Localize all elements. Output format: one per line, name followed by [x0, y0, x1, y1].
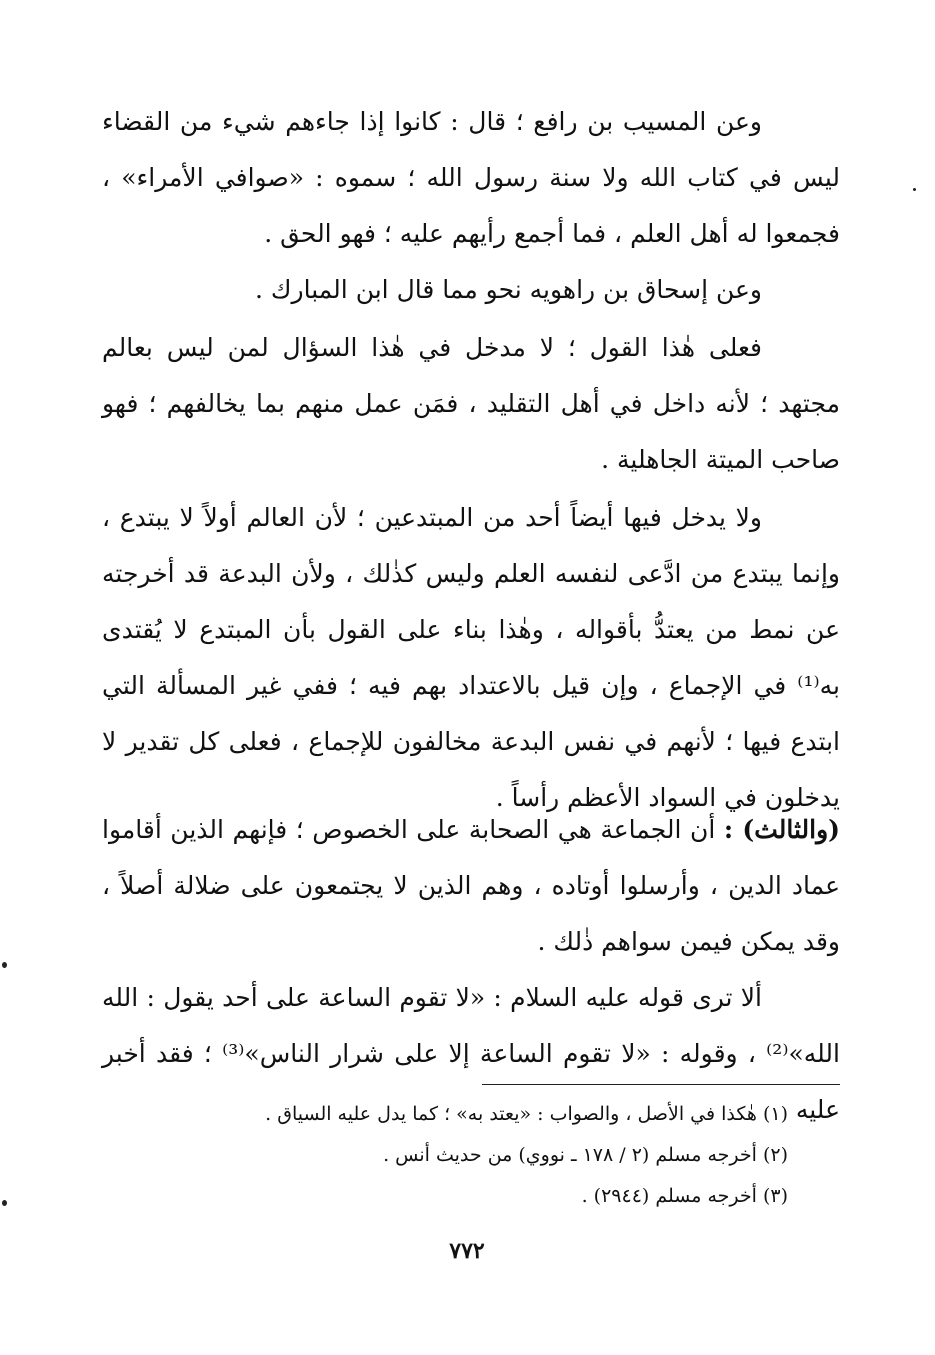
paragraph-hadith: ألا ترى قوله عليه السلام : «لا تقوم الساعة على أحد يقول : الله الله»⁽²⁾ ، وقوله : «لا تقوم الساعة إلا على شرار الناس»⁽³⁾ ؛ فقد أخبر عليه [102, 983, 840, 1124]
paragraph-innovators: ولا يدخل فيها أيضاً أحد من المبتدعين ؛ لأن العالم أولاً لا يبتدع ، وإنما يبتدع من ادَّعى لنفسه العلم وليس كذٰلك ، ولأن البدعة قد أخرجته عن نمط من يعتدُّ بأقواله ، وهٰذا بناء على القول بأن المبتدع لا يُقتدى به⁽¹⁾ في الإجماع ، وإن قيل بالاعتداد بهم فيه ؛ ففي غير المسألة التي ابتدع فيها ؛ لأنهم في نفس البدعة مخالفون للإجماع ، فعلى كل تقدير لا يدخلون في السواد الأعظم رأساً . [102, 503, 840, 812]
footnotes [102, 1094, 788, 1217]
footnote-1: (١) هٰكذا في الأصل ، والصواب : «يعتد به» ؛ كما يدل عليه السياق . [265, 1103, 788, 1125]
scan-speck [2, 962, 7, 968]
third-opinion-label: (والثالث) : [723, 815, 840, 844]
third-opinion-text: أن الجماعة هي الصحابة على الخصوص ؛ فإنهم الذين أقاموا عماد الدين ، وأرسلوا أوتاده ، وهم الذين لا يجتمعون على ضلالة أصلاً ، وقد يمكن فيمن سواهم ذٰلك . [102, 815, 840, 956]
page-number: ٧٧٢ [449, 1238, 485, 1264]
paragraph-first-opinion: فعلى هٰذا القول ؛ لا مدخل في هٰذا السؤال لمن ليس بعالم مجتهد ؛ لأنه داخل في أهل التقليد ، فمَن عمل منهم بما يخالفهم ؛ فهو صاحب الميتة الجاهلية . [102, 333, 840, 474]
footnote-3: (٣) أخرجه مسلم (٢٩٤٤) . [581, 1185, 788, 1207]
paragraph-third-opinion [102, 802, 840, 970]
footnote-2: (٢) أخرجه مسلم (٢ / ١٧٨ ـ نووي) من حديث أنس . [383, 1144, 788, 1166]
scan-speck [2, 1200, 7, 1206]
paragraph-ibn-rafi: وعن المسيب بن رافع ؛ قال : كانوا إذا جاءهم شيء من القضاء ليس في كتاب الله ولا سنة رسول الله ؛ سموه : «صوافي الأمراء» ، فجمعوا له أهل العلم ، فما أجمع رأيهم عليه ؛ فهو الحق . [102, 107, 840, 248]
footnote-divider [482, 1084, 840, 1085]
paragraph-ibn-rahawayh: وعن إسحاق بن راهويه نحو مما قال ابن المبارك . [255, 275, 762, 304]
scan-speck [913, 188, 916, 191]
